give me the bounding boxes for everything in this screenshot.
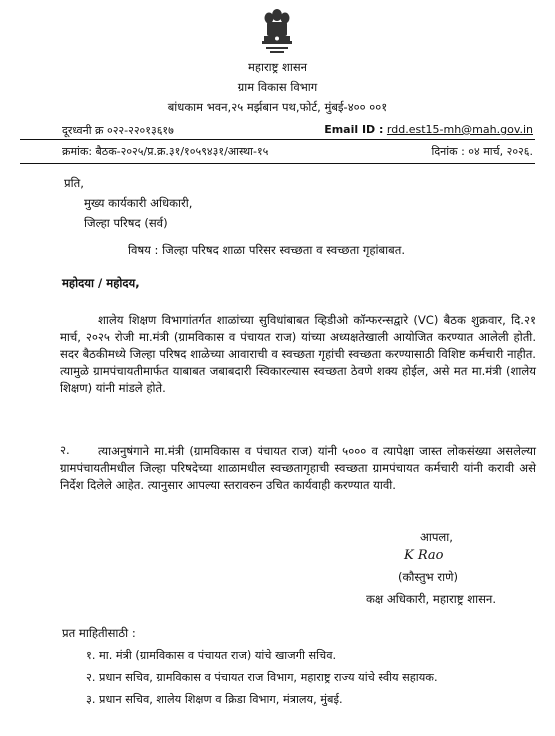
copy-item-2: २. प्रधान सचिव, ग्रामविकास व पंचायत राज विभाग, महाराष्ट्र राज्य यांचे स्वीय सहायक. [86, 671, 438, 684]
org-name: महाराष्ट्र शासन [248, 60, 307, 74]
salutation: महोदया / महोदय, [62, 276, 140, 290]
copy-title: प्रत माहितीसाठी : [62, 626, 136, 640]
copy-item-3: ३. प्रधान सचिव, शालेय शिक्षण व क्रिडा विभाग, मंत्रालय, मुंबई. [86, 693, 343, 706]
signature: K Rao [404, 548, 444, 563]
closing-yours: आपला, [420, 530, 453, 544]
paragraph-2-number: २. [60, 443, 70, 457]
subject-line: विषय : जिल्हा परिषद शाळा परिसर स्वच्छता व स्वच्छता गृहांबाबत. [128, 243, 406, 257]
header-divider [20, 139, 535, 140]
addressee-line-1: मुख्य कार्यकारी अधिकारी, [84, 196, 193, 210]
email-link[interactable]: rdd.est15-mh@mah.gov.in [386, 123, 533, 136]
letter-date: दिनांक : ०४ मार्च, २०२६. [431, 145, 533, 158]
addressee-line-2: जिल्हा परिषद (सर्व) [84, 216, 168, 230]
phone-number: दूरध्वनी क्र ०२२-२२०१३६१७ [62, 124, 174, 137]
paragraph-1: शालेय शिक्षण विभागांतर्गत शाळांच्या सुविधांबाबत व्हिडीओ कॉन्फरन्सद्वारे (VC) बैठक शुक्रवार, दि.२१ मार्च, २०२५ रोजी मा.मंत्री (ग्रामविकास व पंचायत राज) यांच्या अध्यक्षतेखाली आयोजित करण्यात आलेली होती. सदर बैठकीमध्ये जिल्हा परिषद शाळेच्या आवाराची व स्वच्छता गृहांची स्वच्छता करण्यासाठी विशिष्ट कर्मचारी नाहीत. त्यामुळे ग्रामपंचायतीमार्फत याबाबत जबाबदारी स्विकारल्यास स्वच्छता ठेवणे शक्य होईल, असे मत मा.मंत्री (शालेय शिक्षण) यांनी मांडले होते. [60, 313, 536, 395]
signatory-name: (कौस्तुभ राणे) [398, 570, 459, 584]
address: बांधकाम भवन,२५ मर्झबान पथ,फोर्ट, मुंबई-४०० ००१ [167, 100, 388, 114]
copy-item-1: १. मा. मंत्री (ग्रामविकास व पंचायत राज) यांचे खाजगी सचिव. [86, 649, 337, 662]
reference-number: क्रमांक: बैठक-२०२५/प्र.क्र.३१/१०५९४३१/आस्था-१५ [62, 145, 269, 158]
addressee-prati: प्रति, [64, 176, 84, 190]
paragraph-2: त्याअनुषंगाने मा.मंत्री (ग्रामविकास व पंचायत राज) यांनी ५००० व त्यापेक्षा जास्त लोकसंख्या असलेल्या ग्रामपंचायतीमधील जिल्हा परिषदेच्या शाळामधील स्वच्छतागृहाची स्वच्छता ग्रामपंचायत कर्मचारी यांनी करावी असे निर्देश दिलेले आहेत. त्यानुसार आपल्या स्तरावरुन उचित कार्यवाही करण्यात यावी. [60, 444, 536, 492]
emblem-of-india-icon [258, 6, 296, 56]
department-name: ग्राम विकास विभाग [237, 80, 318, 94]
reference-divider [20, 163, 535, 164]
signatory-designation: कक्ष अधिकारी, महाराष्ट्र शासन. [366, 592, 497, 606]
email-label: Email ID : [324, 123, 384, 136]
email-line [324, 123, 533, 136]
